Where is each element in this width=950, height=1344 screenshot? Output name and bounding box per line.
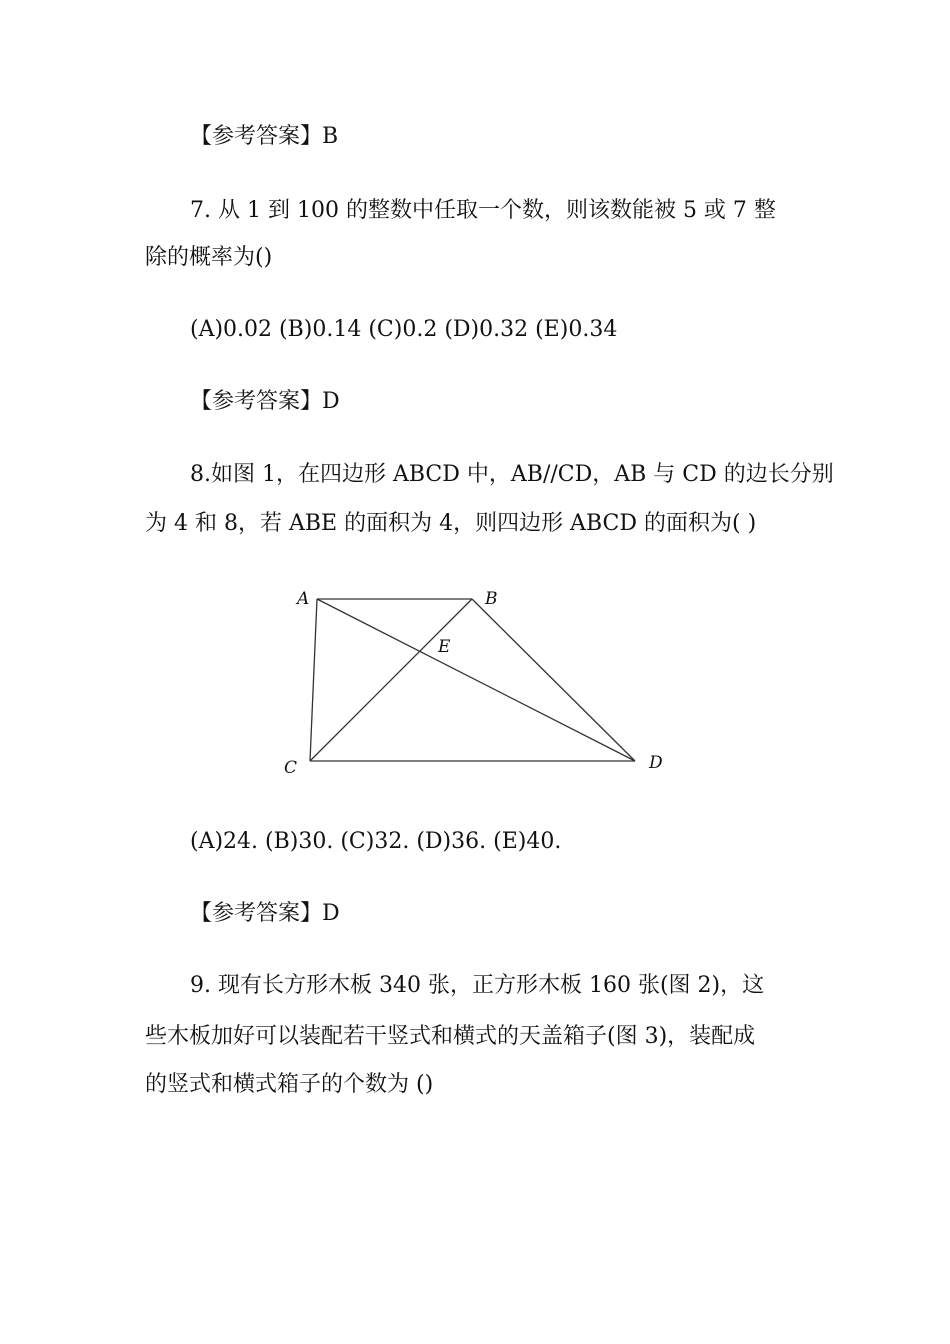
- quadrilateral-diagram: [270, 575, 690, 795]
- question-7-line-1: 7. 从 1 到 100 的整数中任取一个数，则该数能被 5 或 7 整: [190, 198, 776, 223]
- question-9-line-1: 9. 现有长方形木板 340 张，正方形木板 160 张(图 2)，这: [190, 973, 765, 998]
- answer-q8: 【参考答案】D: [190, 901, 340, 926]
- question-7-options: (A)0.02 (B)0.14 (C)0.2 (D)0.32 (E)0.34: [190, 317, 618, 342]
- question-9-line-2: 些木板加好可以装配若干竖式和横式的天盖箱子(图 3)，装配成: [145, 1024, 756, 1049]
- diagonal-ad: [317, 599, 635, 761]
- question-7-line-2: 除的概率为(): [145, 245, 273, 270]
- vertex-label-d: D: [649, 753, 663, 773]
- question-9-line-3: 的竖式和横式箱子的个数为 (): [145, 1072, 434, 1097]
- vertex-label-c: C: [284, 758, 298, 778]
- quadrilateral-figure: [270, 575, 690, 795]
- question-8-options: (A)24. (B)30. (C)32. (D)36. (E)40.: [190, 829, 562, 854]
- vertex-label-b: B: [485, 589, 498, 609]
- point-label-e: E: [438, 637, 451, 657]
- question-8-line-2: 为 4 和 8，若 ABE 的面积为 4，则四边形 ABCD 的面积为( ): [145, 511, 757, 536]
- answer-q6: 【参考答案】B: [190, 124, 339, 149]
- segment-ac: [310, 599, 317, 761]
- vertex-label-a: A: [297, 589, 310, 609]
- answer-q7: 【参考答案】D: [190, 389, 340, 414]
- question-8-line-1: 8.如图 1，在四边形 ABCD 中，AB//CD，AB 与 CD 的边长分别: [190, 462, 834, 487]
- diagonal-bc: [310, 599, 472, 761]
- segment-bd: [472, 599, 635, 761]
